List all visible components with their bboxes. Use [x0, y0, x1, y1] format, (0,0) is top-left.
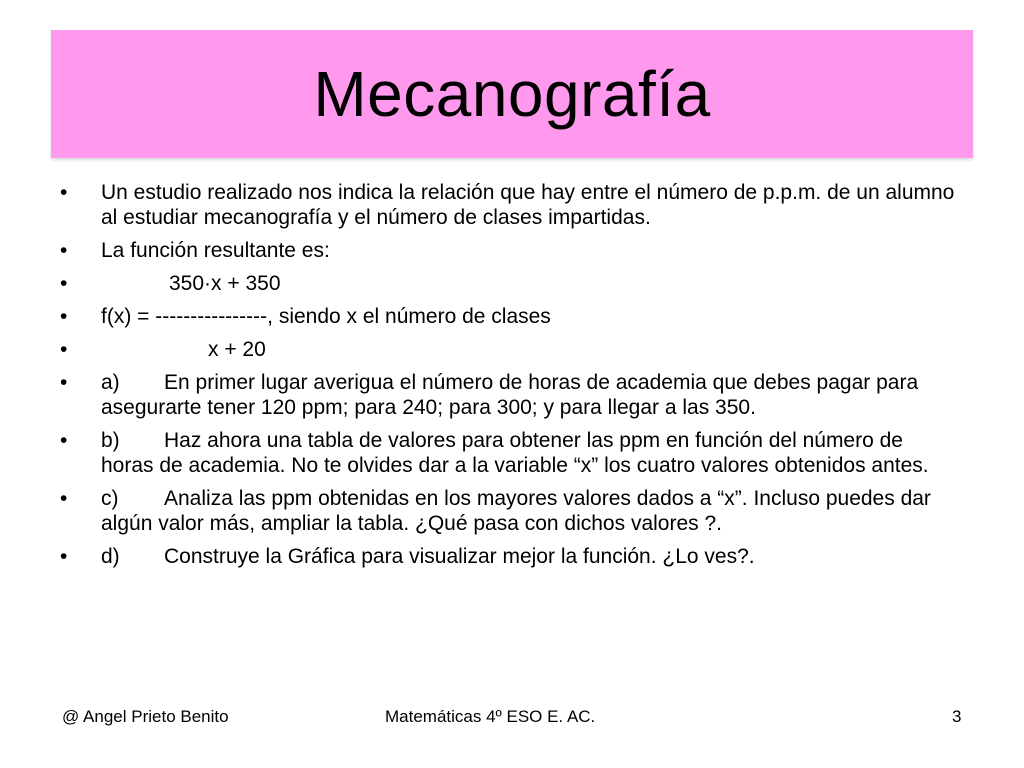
question-label: c) — [101, 487, 119, 510]
question-text: Analiza las ppm obtenidas en los mayores valores dados a “x”. Incluso puedes dar algún valor más, ampliar la tabla. ¿Qué pasa con dichos valores ?. — [101, 487, 931, 535]
bullet-marker: • — [60, 371, 68, 394]
question-text: En primer lugar averigua el número de horas de academia que debes pagar para asegurarte tener 120 ppm; para 240; para 300; y para llegar a las 350. — [101, 371, 919, 419]
bullet-question-c — [60, 486, 960, 536]
question-text: Construye la Gráfica para visualizar mejor la función. ¿Lo ves?. — [164, 545, 755, 568]
bullet-marker: • — [60, 429, 68, 452]
bullet-marker: • — [60, 305, 68, 328]
bullet-marker: • — [60, 181, 68, 204]
bullet-text: La función resultante es: — [101, 239, 330, 262]
question-label: a) — [101, 371, 120, 394]
bullet-question-a — [60, 370, 960, 420]
bullet-formula-numerator — [60, 271, 960, 296]
bullet-question-d — [60, 544, 960, 569]
formula-line: f(x) = ----------------, siendo x el número de clases — [101, 305, 551, 328]
bullet-marker: • — [60, 239, 68, 262]
footer-course: Matemáticas 4º ESO E. AC. — [385, 707, 596, 726]
bullet-intro — [60, 180, 960, 230]
bullet-text: Un estudio realizado nos indica la relación que hay entre el número de p.p.m. de un alumno al estudiar mecanografía y el número de clases impartidas. — [101, 181, 955, 229]
question-label: b) — [101, 429, 120, 452]
question-text: Haz ahora una tabla de valores para obtener las ppm en función del número de horas de academia. No te olvides dar a la variable “x” los cuatro valores obtenidos antes. — [101, 429, 929, 477]
footer-author: @ Angel Prieto Benito — [62, 707, 229, 726]
title-banner — [51, 30, 973, 158]
formula-numerator: 350·x + 350 — [169, 272, 281, 295]
bullet-list — [60, 180, 960, 577]
question-label: d) — [101, 545, 120, 568]
bullet-marker: • — [60, 545, 68, 568]
formula-denominator: x + 20 — [208, 338, 266, 361]
bullet-formula-line — [60, 304, 960, 329]
bullet-marker: • — [60, 487, 68, 510]
slide-title: Mecanografía — [313, 58, 711, 130]
bullet-question-b — [60, 428, 960, 478]
bullet-marker: • — [60, 338, 68, 361]
bullet-function-intro — [60, 238, 960, 263]
bullet-formula-denominator — [60, 337, 960, 362]
bullet-marker: • — [60, 272, 68, 295]
footer-page-number: 3 — [952, 707, 962, 726]
